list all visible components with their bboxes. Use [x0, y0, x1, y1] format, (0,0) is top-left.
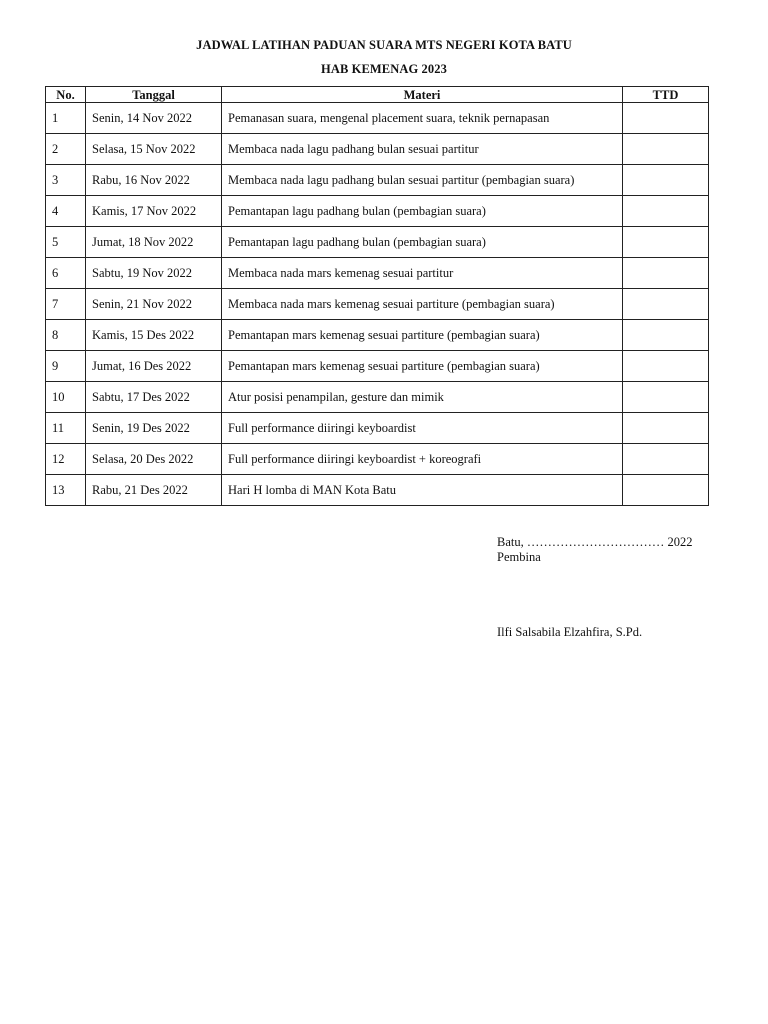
table-row [46, 134, 709, 165]
header-date: Tanggal [86, 87, 222, 103]
row-ttd-cell [623, 103, 709, 134]
row-ttd-cell [623, 196, 709, 227]
table-row [46, 196, 709, 227]
row-number: 12 [46, 444, 86, 475]
row-number: 7 [46, 289, 86, 320]
row-date: Senin, 14 Nov 2022 [86, 103, 222, 134]
row-date: Sabtu, 17 Des 2022 [86, 382, 222, 413]
row-date: Jumat, 18 Nov 2022 [86, 227, 222, 258]
signature-role: Pembina [497, 550, 541, 564]
row-date: Kamis, 17 Nov 2022 [86, 196, 222, 227]
row-ttd-cell [623, 258, 709, 289]
row-materi: Pemantapan lagu padhang bulan (pembagian suara) [222, 227, 623, 258]
row-date: Kamis, 15 Des 2022 [86, 320, 222, 351]
row-ttd-cell [623, 351, 709, 382]
row-number: 1 [46, 103, 86, 134]
row-ttd-cell [623, 475, 709, 506]
signature-place-date: Batu, …………………………… 2022 [497, 535, 693, 549]
table-row [46, 444, 709, 475]
row-materi: Hari H lomba di MAN Kota Batu [222, 475, 623, 506]
row-materi: Membaca nada mars kemenag sesuai partitur [222, 258, 623, 289]
row-number: 6 [46, 258, 86, 289]
row-materi: Atur posisi penampilan, gesture dan mimik [222, 382, 623, 413]
row-materi: Pemantapan mars kemenag sesuai partiture (pembagian suara) [222, 320, 623, 351]
table-row [46, 227, 709, 258]
table-header-row [46, 87, 709, 103]
row-ttd-cell [623, 165, 709, 196]
row-materi: Membaca nada lagu padhang bulan sesuai partitur (pembagian suara) [222, 165, 623, 196]
table-row [46, 165, 709, 196]
row-ttd-cell [623, 227, 709, 258]
row-ttd-cell [623, 413, 709, 444]
header-no: No. [46, 87, 86, 103]
row-materi: Membaca nada mars kemenag sesuai partiture (pembagian suara) [222, 289, 623, 320]
document-title: JADWAL LATIHAN PADUAN SUARA MTS NEGERI KOTA BATU [196, 38, 572, 52]
document-subtitle: HAB KEMENAG 2023 [321, 62, 447, 76]
row-number: 9 [46, 351, 86, 382]
row-date: Rabu, 16 Nov 2022 [86, 165, 222, 196]
header-materi: Materi [222, 87, 623, 103]
row-date: Rabu, 21 Des 2022 [86, 475, 222, 506]
schedule-body [46, 103, 709, 506]
row-date: Senin, 21 Nov 2022 [86, 289, 222, 320]
row-number: 4 [46, 196, 86, 227]
table-row [46, 289, 709, 320]
row-ttd-cell [623, 382, 709, 413]
row-ttd-cell [623, 134, 709, 165]
row-materi: Full performance diiringi keyboardist + koreografi [222, 444, 623, 475]
row-materi: Full performance diiringi keyboardist [222, 413, 623, 444]
table-row [46, 351, 709, 382]
table-row [46, 258, 709, 289]
row-number: 5 [46, 227, 86, 258]
row-number: 3 [46, 165, 86, 196]
row-materi: Pemantapan lagu padhang bulan (pembagian suara) [222, 196, 623, 227]
row-date: Sabtu, 19 Nov 2022 [86, 258, 222, 289]
row-ttd-cell [623, 444, 709, 475]
table-row [46, 103, 709, 134]
row-ttd-cell [623, 289, 709, 320]
header-ttd: TTD [623, 87, 709, 103]
table-row [46, 320, 709, 351]
table-row [46, 475, 709, 506]
row-number: 8 [46, 320, 86, 351]
row-number: 11 [46, 413, 86, 444]
row-materi: Pemantapan mars kemenag sesuai partiture (pembagian suara) [222, 351, 623, 382]
row-materi: Pemanasan suara, mengenal placement suara, teknik pernapasan [222, 103, 623, 134]
row-materi: Membaca nada lagu padhang bulan sesuai partitur [222, 134, 623, 165]
row-date: Senin, 19 Des 2022 [86, 413, 222, 444]
row-date: Selasa, 20 Des 2022 [86, 444, 222, 475]
schedule-table [45, 86, 709, 506]
row-ttd-cell [623, 320, 709, 351]
table-row [46, 413, 709, 444]
signature-name: Ilfi Salsabila Elzahfira, S.Pd. [497, 625, 643, 639]
row-number: 13 [46, 475, 86, 506]
row-date: Jumat, 16 Des 2022 [86, 351, 222, 382]
row-number: 10 [46, 382, 86, 413]
row-number: 2 [46, 134, 86, 165]
table-row [46, 382, 709, 413]
row-date: Selasa, 15 Nov 2022 [86, 134, 222, 165]
